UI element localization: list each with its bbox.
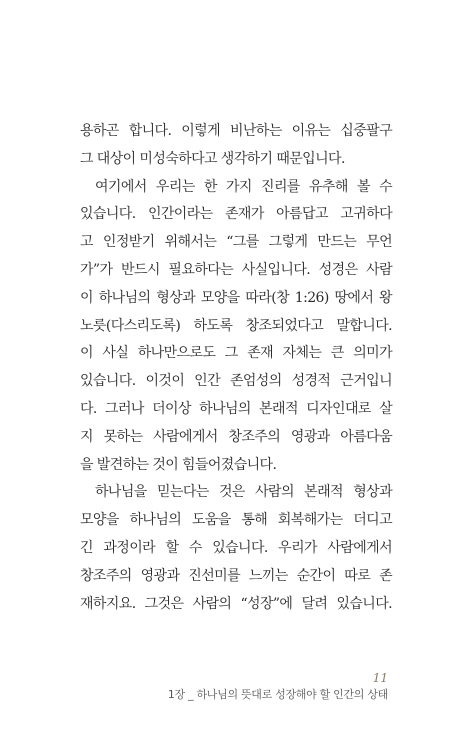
text-line: 이 하나님의 형상과 모양을 따라(창 1:26) 땅에서 왕	[80, 289, 392, 306]
text-line: 재하지요. 그것은 사람의 “성장”에 달려 있습니다.	[80, 595, 392, 612]
text-line: 노릇(다스리도록) 하도록 창조되었다고 말합니다.	[80, 317, 392, 334]
text-line: 긴 과정이라 할 수 있습니다. 우리가 사람에게서	[80, 539, 392, 556]
text-line: 있습니다. 이것이 인간 존엄성의 성경적 근거입니	[80, 373, 392, 390]
text-line: 이 사실 하나만으로도 그 존재 자체는 큰 의미가	[80, 345, 392, 362]
text-line: 모양을 하나님의 도움을 통해 회복해가는 더디고	[80, 512, 392, 529]
page-number: 11	[372, 671, 388, 685]
text-line: 여기에서 우리는 한 가지 진리를 유추해 볼 수	[95, 178, 392, 195]
text-line: 있습니다. 인간이라는 존재가 아름답고 고귀하다	[80, 206, 392, 223]
text-line: 가”가 반드시 필요하다는 사실입니다. 성경은 사람	[80, 261, 392, 278]
text-line: 다. 그러나 더이상 하나님의 본래적 디자인대로 살	[80, 400, 392, 417]
text-line: 을 발견하는 것이 힘들어졌습니다.	[80, 456, 277, 473]
text-line: 그 대상이 미성숙하다고 생각하기 때문입니다.	[80, 150, 345, 167]
text-line: 고 인정받기 위해서는 “그를 그렇게 만드는 무언	[80, 234, 392, 251]
text-line: 하나님을 믿는다는 것은 사람의 본래적 형상과	[95, 484, 392, 501]
page-footer	[168, 670, 388, 704]
text-line: 창조주의 영광과 진선미를 느끼는 순간이 따로 존	[80, 567, 392, 584]
running-title: 1장 _ 하나님의 뜻대로 성장해야 할 인간의 상태	[167, 688, 388, 701]
text-line: 지 못하는 사람에게서 창조주의 영광과 아름다움	[80, 428, 392, 445]
body-text	[80, 118, 392, 618]
text-line: 용하곤 합니다. 이렇게 비난하는 이유는 십중팔구	[80, 123, 392, 139]
